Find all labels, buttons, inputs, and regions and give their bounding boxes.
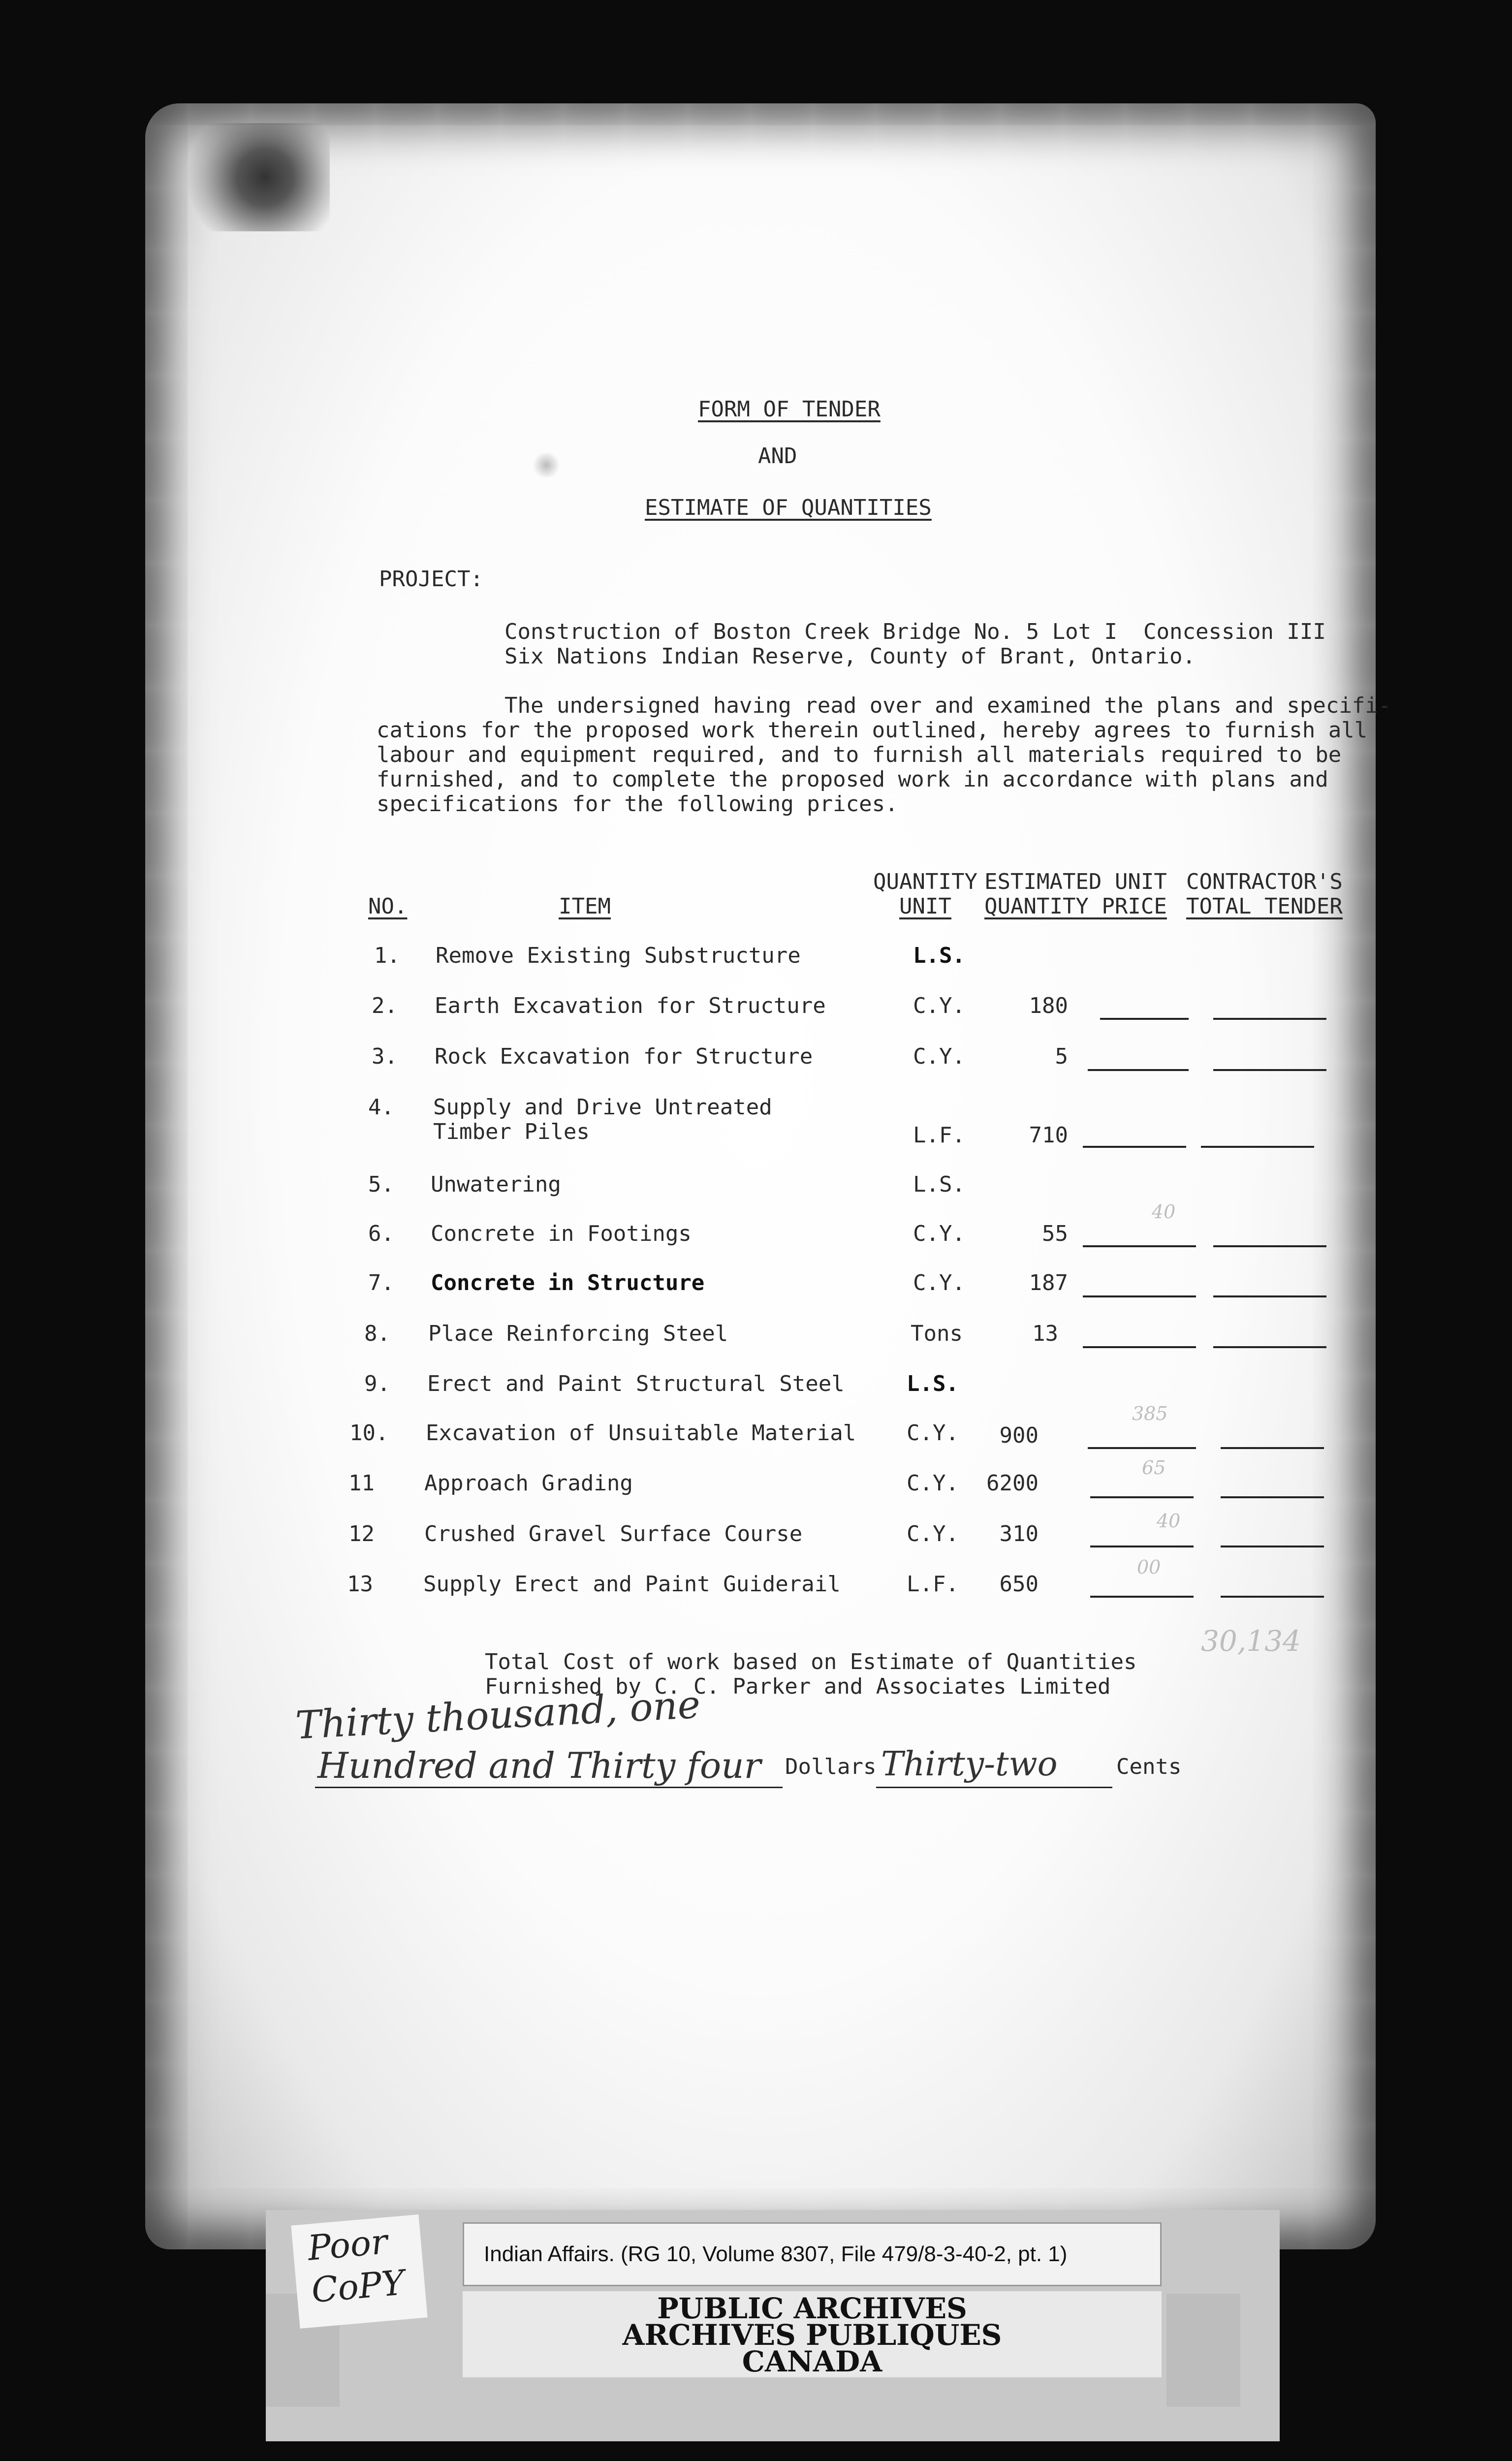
row-8-item: Place Reinforcing Steel bbox=[428, 1321, 728, 1346]
row-6-price-blank bbox=[1083, 1245, 1196, 1247]
row-10-unit: C.Y. bbox=[907, 1420, 959, 1446]
row-11-item: Approach Grading bbox=[424, 1471, 633, 1496]
row-4-item-cont: Timber Piles bbox=[433, 1119, 590, 1144]
row-12-total-blank bbox=[1221, 1546, 1324, 1547]
row-10-price-faint: 385 bbox=[1132, 1403, 1168, 1424]
total-handwritten-line-1: Thirty thousand, one bbox=[294, 1682, 701, 1748]
row-2-no: 2. bbox=[372, 993, 398, 1018]
poor-copy-stamp bbox=[291, 2214, 427, 2329]
row-4-unit: L.F. bbox=[913, 1123, 965, 1148]
header-item: ITEM bbox=[559, 894, 611, 919]
row-10-qty: 900 bbox=[999, 1423, 1039, 1448]
row-8-no: 8. bbox=[364, 1321, 390, 1346]
row-4-price-blank bbox=[1083, 1146, 1186, 1148]
row-11-qty: 6200 bbox=[986, 1471, 1039, 1496]
header-total-bottom: TOTAL TENDER bbox=[1186, 894, 1343, 919]
row-13-price-faint: 00 bbox=[1137, 1556, 1161, 1578]
row-10-no: 10. bbox=[349, 1420, 389, 1446]
row-8-price-blank bbox=[1083, 1346, 1196, 1348]
row-7-qty: 187 bbox=[1029, 1270, 1068, 1295]
row-2-item: Earth Excavation for Structure bbox=[435, 993, 826, 1018]
cents-line bbox=[876, 1787, 1112, 1788]
row-12-item: Crushed Gravel Surface Course bbox=[424, 1521, 803, 1546]
row-4-total-blank bbox=[1201, 1146, 1314, 1148]
intro-line-4: furnished, and to complete the proposed work in accordance with plans and bbox=[377, 767, 1328, 792]
row-13-unit: L.F. bbox=[907, 1572, 959, 1597]
project-line-1: Construction of Boston Creek Bridge No. 5 Lot I Concession III bbox=[504, 619, 1326, 644]
row-5-unit: L.S. bbox=[913, 1172, 965, 1197]
row-8-qty: 13 bbox=[1032, 1321, 1058, 1346]
row-5-no: 5. bbox=[368, 1172, 394, 1197]
row-12-unit: C.Y. bbox=[907, 1521, 959, 1546]
row-10-price-blank bbox=[1088, 1447, 1196, 1449]
row-8-total-blank bbox=[1213, 1346, 1326, 1348]
row-2-total-blank bbox=[1213, 1018, 1326, 1020]
row-4-qty: 710 bbox=[1029, 1123, 1068, 1148]
row-11-price-faint: 65 bbox=[1142, 1457, 1166, 1479]
form-title-and: AND bbox=[758, 443, 797, 469]
cents-label: Cents bbox=[1116, 1754, 1182, 1779]
project-line-2: Six Nations Indian Reserve, County of Brant, Ontario. bbox=[504, 644, 1196, 669]
paper-stain bbox=[532, 453, 561, 477]
row-2-unit: C.Y. bbox=[913, 993, 965, 1018]
row-13-no: 13 bbox=[347, 1572, 373, 1597]
intro-line-2: cations for the proposed work therein outlined, hereby agrees to furnish all bbox=[377, 718, 1368, 743]
row-11-unit: C.Y. bbox=[907, 1471, 959, 1496]
row-4-no: 4. bbox=[368, 1095, 394, 1120]
row-13-price-blank bbox=[1090, 1596, 1194, 1598]
row-8-unit: Tons bbox=[911, 1321, 963, 1346]
row-2-qty: 180 bbox=[1029, 993, 1068, 1018]
project-label: PROJECT: bbox=[379, 567, 483, 592]
row-13-item: Supply Erect and Paint Guiderail bbox=[423, 1572, 841, 1597]
row-9-item: Erect and Paint Structural Steel bbox=[427, 1371, 845, 1396]
archives-line-1: PUBLIC ARCHIVES bbox=[657, 2292, 967, 2325]
row-13-qty: 650 bbox=[999, 1572, 1039, 1597]
total-line-1: Total Cost of work based on Estimate of Quantities bbox=[485, 1649, 1137, 1674]
row-6-unit: C.Y. bbox=[913, 1221, 965, 1246]
row-12-price-blank bbox=[1090, 1546, 1194, 1547]
row-1-item: Remove Existing Substructure bbox=[436, 943, 801, 968]
intro-line-3: labour and equipment required, and to furnish all materials required to be bbox=[377, 742, 1342, 767]
archive-side-box-right bbox=[1166, 2294, 1240, 2407]
total-handwritten-line-2: Hundred and Thirty four bbox=[317, 1745, 761, 1786]
row-1-no: 1. bbox=[374, 943, 400, 968]
row-10-total-blank bbox=[1221, 1447, 1324, 1449]
poor-copy-stamp-line-2: CoPY bbox=[310, 2262, 406, 2311]
intro-line-1: The undersigned having read over and examined the plans and specifi- bbox=[504, 693, 1391, 718]
total-faint-figure: 30,134 bbox=[1201, 1624, 1301, 1658]
row-6-no: 6. bbox=[368, 1221, 394, 1246]
row-11-price-blank bbox=[1090, 1496, 1194, 1498]
row-6-price-faint: 40 bbox=[1152, 1201, 1176, 1223]
row-9-unit: L.S. bbox=[907, 1371, 959, 1396]
row-11-no: 11 bbox=[348, 1471, 375, 1496]
row-7-unit: C.Y. bbox=[913, 1270, 965, 1295]
row-6-qty: 55 bbox=[1042, 1221, 1068, 1246]
row-12-qty: 310 bbox=[999, 1521, 1039, 1546]
row-7-item: Concrete in Structure bbox=[431, 1270, 705, 1295]
archive-citation: Indian Affairs. (RG 10, Volume 8307, File 479/8-3-40-2, pt. 1) bbox=[463, 2222, 1162, 2286]
row-3-item: Rock Excavation for Structure bbox=[435, 1044, 813, 1069]
form-subtitle: ESTIMATE OF QUANTITIES bbox=[645, 495, 932, 520]
row-7-total-blank bbox=[1213, 1295, 1326, 1297]
dollars-label: Dollars bbox=[785, 1754, 877, 1779]
header-qty-bottom: QUANTITY PRICE bbox=[984, 894, 1167, 919]
row-3-qty: 5 bbox=[1055, 1044, 1068, 1069]
row-11-total-blank bbox=[1221, 1496, 1324, 1498]
row-1-unit: L.S. bbox=[913, 943, 965, 968]
form-title: FORM OF TENDER bbox=[698, 397, 881, 422]
archives-line-2: ARCHIVES PUBLIQUES bbox=[622, 2318, 1002, 2352]
header-total-top: CONTRACTOR'S bbox=[1186, 869, 1343, 894]
row-7-no: 7. bbox=[368, 1270, 394, 1295]
ink-smudge bbox=[167, 123, 330, 231]
archives-line-3: CANADA bbox=[742, 2345, 882, 2378]
header-unit-top: QUANTITY bbox=[873, 869, 977, 894]
row-3-price-blank bbox=[1088, 1069, 1189, 1071]
row-9-no: 9. bbox=[364, 1371, 390, 1396]
row-2-price-blank bbox=[1100, 1018, 1189, 1020]
row-10-item: Excavation of Unsuitable Material bbox=[426, 1420, 856, 1446]
header-qty-top: ESTIMATED UNIT bbox=[984, 869, 1167, 894]
row-4-item: Supply and Drive Untreated bbox=[433, 1095, 772, 1120]
row-6-total-blank bbox=[1213, 1245, 1326, 1247]
row-12-no: 12 bbox=[348, 1521, 375, 1546]
row-3-unit: C.Y. bbox=[913, 1044, 965, 1069]
total-line-2: Furnished by C. C. Parker and Associates Limited bbox=[485, 1674, 1111, 1699]
row-3-total-blank bbox=[1213, 1069, 1326, 1071]
header-no: NO. bbox=[368, 894, 408, 919]
archives-stamp bbox=[463, 2291, 1162, 2377]
header-unit-bottom: UNIT bbox=[899, 894, 951, 919]
row-5-item: Unwatering bbox=[431, 1172, 561, 1197]
document-sheet bbox=[145, 103, 1376, 2249]
row-3-no: 3. bbox=[372, 1044, 398, 1069]
dollars-line bbox=[315, 1787, 783, 1788]
row-13-total-blank bbox=[1221, 1596, 1324, 1598]
row-6-item: Concrete in Footings bbox=[431, 1221, 692, 1246]
cents-handwritten: Thirty-two bbox=[881, 1745, 1058, 1784]
row-7-price-blank bbox=[1083, 1295, 1196, 1297]
row-12-price-faint: 40 bbox=[1157, 1510, 1181, 1532]
poor-copy-stamp-line-1: Poor bbox=[306, 2221, 389, 2269]
intro-line-5: specifications for the following prices. bbox=[377, 791, 898, 817]
